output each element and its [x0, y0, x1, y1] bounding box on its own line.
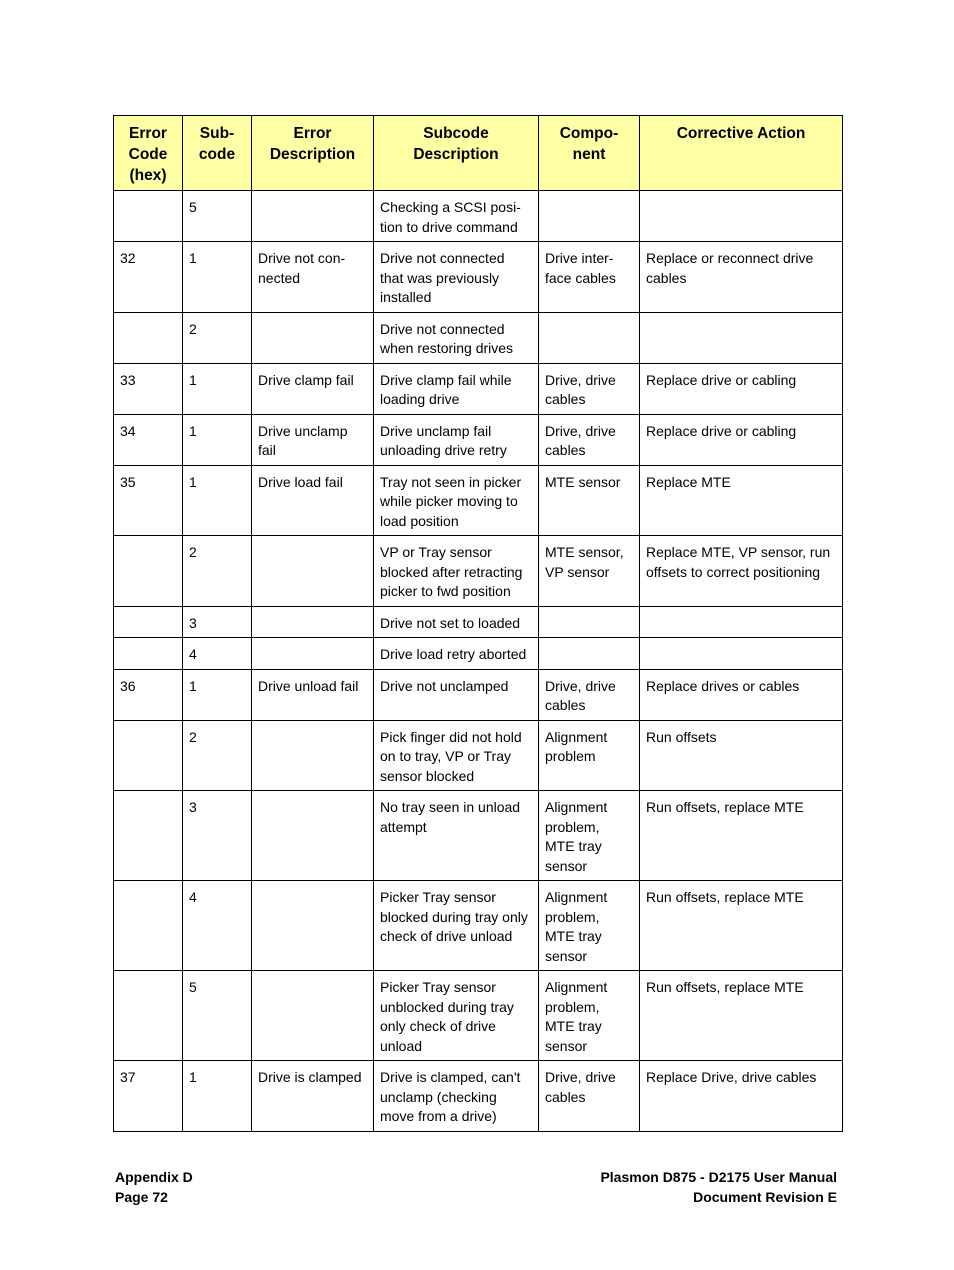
header-corrective-action: Corrective Action	[640, 116, 843, 191]
cell-subcode-description: Drive not connected that was previously installed	[374, 242, 539, 313]
header-subcode: Sub- code	[183, 116, 252, 191]
cell-corrective-action	[640, 606, 843, 638]
cell-component: MTE sensor	[539, 465, 640, 536]
cell-component: Drive, drive cables	[539, 414, 640, 465]
table-row	[114, 1061, 843, 1132]
table-row	[114, 191, 843, 242]
cell-error-description	[252, 536, 374, 607]
table-row	[114, 881, 843, 971]
cell-corrective-action: Replace drives or cables	[640, 669, 843, 720]
cell-subcode-description: Drive load retry aborted	[374, 638, 539, 670]
cell-corrective-action: Replace or reconnect drive cables	[640, 242, 843, 313]
cell-error-code	[114, 971, 183, 1061]
cell-subcode: 2	[183, 536, 252, 607]
cell-component	[539, 312, 640, 363]
cell-subcode: 1	[183, 363, 252, 414]
cell-error-description: Drive clamp fail	[252, 363, 374, 414]
cell-error-code: 32	[114, 242, 183, 313]
cell-component: Alignment problem, MTE tray sensor	[539, 791, 640, 881]
cell-corrective-action: Run offsets, replace MTE	[640, 881, 843, 971]
cell-corrective-action: Replace drive or cabling	[640, 414, 843, 465]
table-body	[114, 191, 843, 1132]
table-row	[114, 606, 843, 638]
cell-error-code	[114, 881, 183, 971]
cell-error-code: 34	[114, 414, 183, 465]
cell-error-description	[252, 191, 374, 242]
cell-error-description: Drive is clamped	[252, 1061, 374, 1132]
table-row	[114, 312, 843, 363]
footer-right	[600, 1168, 837, 1207]
cell-subcode-description: Pick finger did not hold on to tray, VP or Tray sensor blocked	[374, 720, 539, 791]
cell-corrective-action: Run offsets, replace MTE	[640, 791, 843, 881]
table-row	[114, 791, 843, 881]
cell-subcode: 4	[183, 881, 252, 971]
header-subcode-description: Subcode Description	[374, 116, 539, 191]
cell-subcode-description: Drive not connected when restoring drives	[374, 312, 539, 363]
cell-subcode: 1	[183, 1061, 252, 1132]
cell-corrective-action	[640, 638, 843, 670]
cell-component	[539, 606, 640, 638]
footer-page-number: Page 72	[115, 1188, 168, 1205]
cell-error-code: 37	[114, 1061, 183, 1132]
cell-subcode-description: Drive unclamp fail unloading drive retry	[374, 414, 539, 465]
footer-revision: Document Revision E	[693, 1188, 837, 1205]
cell-error-description	[252, 606, 374, 638]
cell-corrective-action: Replace Drive, drive cables	[640, 1061, 843, 1132]
table-row	[114, 242, 843, 313]
table-row	[114, 971, 843, 1061]
cell-error-description	[252, 720, 374, 791]
cell-subcode: 1	[183, 669, 252, 720]
table-row	[114, 720, 843, 791]
cell-error-code: 35	[114, 465, 183, 536]
cell-component: Alignment problem, MTE tray sensor	[539, 881, 640, 971]
table-row	[114, 414, 843, 465]
cell-error-description: Drive not con- nected	[252, 242, 374, 313]
cell-subcode-description: No tray seen in unload attempt	[374, 791, 539, 881]
table-row	[114, 669, 843, 720]
cell-error-description: Drive unclamp fail	[252, 414, 374, 465]
cell-subcode: 5	[183, 971, 252, 1061]
cell-error-description	[252, 971, 374, 1061]
cell-error-description	[252, 881, 374, 971]
cell-subcode-description: Drive is clamped, can't unclamp (checking move from a drive)	[374, 1061, 539, 1132]
cell-subcode: 2	[183, 720, 252, 791]
cell-error-code	[114, 312, 183, 363]
cell-subcode-description: Drive clamp fail while loading drive	[374, 363, 539, 414]
cell-error-code: 33	[114, 363, 183, 414]
cell-corrective-action	[640, 191, 843, 242]
cell-error-description: Drive load fail	[252, 465, 374, 536]
cell-error-code	[114, 720, 183, 791]
cell-component	[539, 638, 640, 670]
cell-component: MTE sensor, VP sensor	[539, 536, 640, 607]
cell-subcode-description: Picker Tray sensor blocked during tray only check of drive unload	[374, 881, 539, 971]
cell-subcode: 1	[183, 465, 252, 536]
cell-component: Alignment problem	[539, 720, 640, 791]
table-row	[114, 363, 843, 414]
cell-subcode: 4	[183, 638, 252, 670]
table-row	[114, 638, 843, 670]
cell-corrective-action: Run offsets	[640, 720, 843, 791]
cell-subcode-description: Tray not seen in picker while picker moving to load position	[374, 465, 539, 536]
footer-manual-title: Plasmon D875 - D2175 User Manual	[600, 1169, 837, 1185]
cell-error-description	[252, 312, 374, 363]
cell-component: Drive, drive cables	[539, 363, 640, 414]
cell-error-code	[114, 536, 183, 607]
error-code-table	[113, 115, 843, 1132]
cell-subcode-description: Drive not set to loaded	[374, 606, 539, 638]
cell-subcode-description: Checking a SCSI posi- tion to drive command	[374, 191, 539, 242]
cell-error-code	[114, 191, 183, 242]
footer-left	[115, 1168, 193, 1207]
cell-error-code	[114, 791, 183, 881]
cell-subcode: 1	[183, 414, 252, 465]
cell-error-code: 36	[114, 669, 183, 720]
cell-corrective-action: Replace MTE	[640, 465, 843, 536]
header-error-description: Error Description	[252, 116, 374, 191]
cell-subcode-description: VP or Tray sensor blocked after retracting picker to fwd position	[374, 536, 539, 607]
cell-subcode-description: Picker Tray sensor unblocked during tray only check of drive unload	[374, 971, 539, 1061]
table-row	[114, 536, 843, 607]
cell-component: Drive inter- face cables	[539, 242, 640, 313]
cell-component: Drive, drive cables	[539, 1061, 640, 1132]
cell-subcode: 3	[183, 606, 252, 638]
cell-subcode: 1	[183, 242, 252, 313]
cell-error-code	[114, 606, 183, 638]
cell-corrective-action	[640, 312, 843, 363]
cell-subcode: 3	[183, 791, 252, 881]
table-header-row	[114, 116, 843, 191]
cell-error-code	[114, 638, 183, 670]
cell-error-description	[252, 791, 374, 881]
cell-corrective-action: Run offsets, replace MTE	[640, 971, 843, 1061]
header-component: Compo- nent	[539, 116, 640, 191]
footer-appendix: Appendix D	[115, 1169, 193, 1185]
cell-subcode: 5	[183, 191, 252, 242]
cell-subcode-description: Drive not unclamped	[374, 669, 539, 720]
table-row	[114, 465, 843, 536]
cell-component: Alignment problem, MTE tray sensor	[539, 971, 640, 1061]
cell-corrective-action: Replace MTE, VP sensor, run offsets to correct positioning	[640, 536, 843, 607]
cell-component	[539, 191, 640, 242]
cell-component: Drive, drive cables	[539, 669, 640, 720]
cell-error-description	[252, 638, 374, 670]
cell-error-description: Drive unload fail	[252, 669, 374, 720]
header-error-code: Error Code (hex)	[114, 116, 183, 191]
cell-corrective-action: Replace drive or cabling	[640, 363, 843, 414]
cell-subcode: 2	[183, 312, 252, 363]
